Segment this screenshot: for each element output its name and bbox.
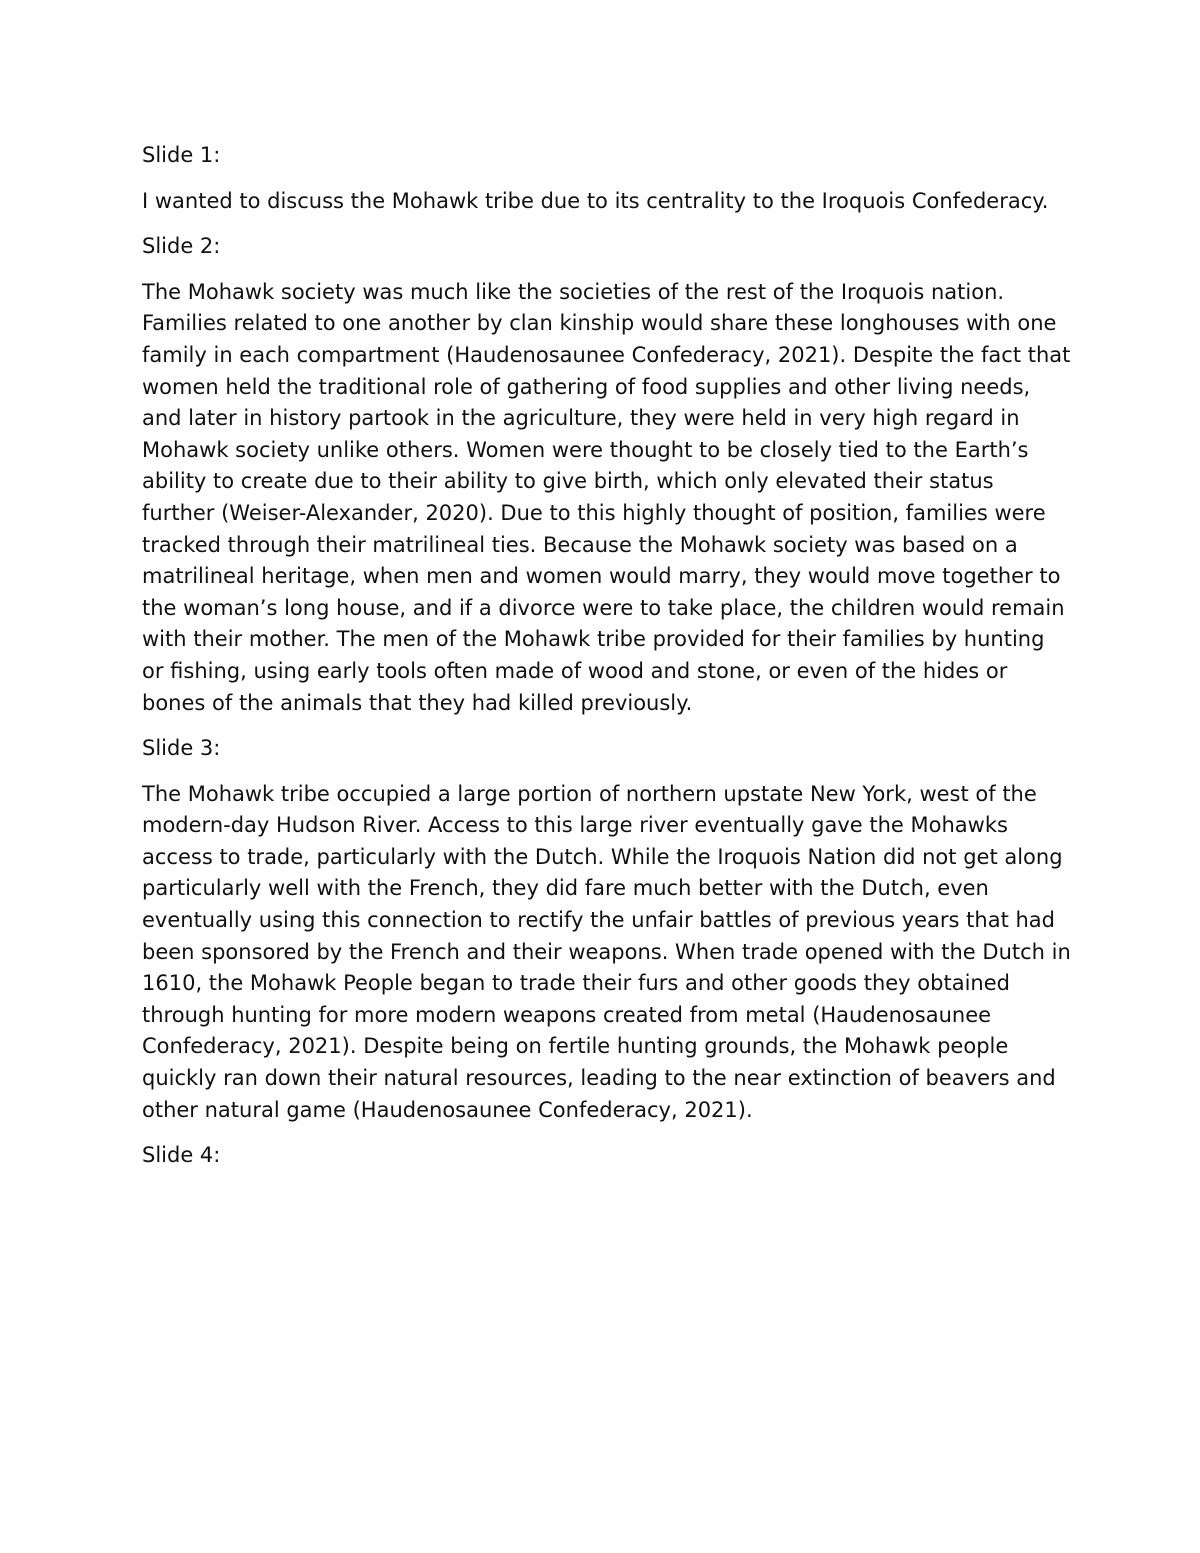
- slide-3-heading: Slide 3:: [142, 736, 221, 761]
- slide-3-paragraph: The Mohawk tribe occupied a large portion of northern upstate New York, west of the modern-day Hudson River. Access to this large river eventually gave the Mohawks access to trade, particularly with the Dutch. While the Iroquois Nation did not get along particularly well with the French, they did fare much better with the Dutch, even eventually using this connection to rectify the unfair battles of previous years that had been sponsored by the French and their weapons. When trade opened with the Dutch in 1610, the Mohawk People began to trade their furs and other goods they obtained through hunting for more modern weapons created from metal (Haudenosaunee Confederacy, 2021). Despite being on fertile hunting grounds, the Mohawk people quickly ran down their natural resources, leading to the near extinction of beavers and other natural game (Haudenosaunee Confederacy, 2021).: [142, 781, 1071, 1122]
- document-body: [142, 140, 1072, 1186]
- slide-2-paragraph: The Mohawk society was much like the societies of the rest of the Iroquois nation. Families related to one another by clan kinship would share these longhouses with one family in each compartment (Haudenosaunee Confederacy, 2021). Despite the fact that women held the traditional role of gathering of food supplies and other living needs, and later in history partook in the agriculture, they were held in very high regard in Mohawk society unlike others. Women were thought to be closely tied to the Earth’s ability to create due to their ability to give birth, which only elevated their status further (Weiser-Alexander, 2020). Due to this highly thought of position, families were tracked through their matrilineal ties. Because the Mohawk society was based on a matrilineal heritage, when men and women would marry, they would move together to the woman’s long house, and if a divorce were to take place, the children would remain with their mother. The men of the Mohawk tribe provided for their families by hunting or fishing, using early tools often made of wood and stone, or even of the hides or bones of the animals that they had killed previously.: [142, 279, 1071, 715]
- slide-4-heading: Slide 4:: [142, 1143, 221, 1168]
- slide-2-heading: Slide 2:: [142, 234, 221, 259]
- slide-1-paragraph: I wanted to discuss the Mohawk tribe due to its centrality to the Iroquois Confederacy.: [142, 188, 1049, 213]
- slide-1-heading: Slide 1:: [142, 143, 221, 167]
